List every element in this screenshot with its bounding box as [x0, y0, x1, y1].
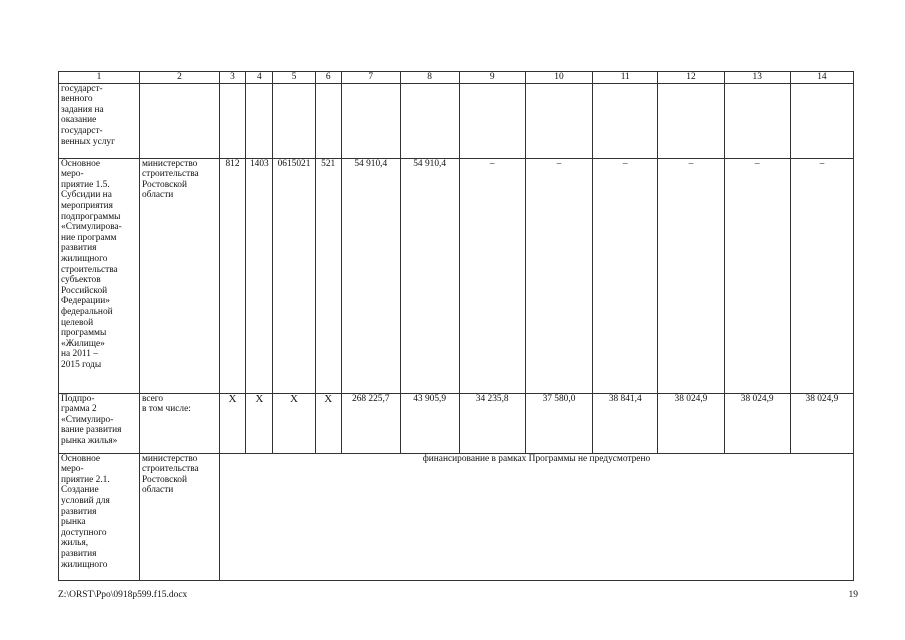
empty-cell [219, 83, 245, 158]
year-value-cell: 34 235,8 [459, 393, 525, 453]
executor-cell: всего в том числе: [139, 393, 219, 453]
csr-code-cell: X [273, 393, 315, 453]
total-cell: 54 910,4 [341, 158, 400, 393]
rzpr-code-cell: 1403 [246, 158, 273, 393]
program-name-cell: Основное меро- приятие 2.1. Создание условий для развития рынка доступного жилья, развития жилищного [59, 453, 140, 580]
year-value-cell: 54 910,4 [400, 158, 459, 393]
table-row [59, 158, 854, 393]
empty-cell [593, 83, 658, 158]
empty-cell [246, 83, 273, 158]
year-value-cell: 38 841,4 [593, 393, 658, 453]
vr-code-cell: 521 [315, 158, 341, 393]
program-name-cell: Подпро- грамма 2 «Стимулиро- вание развития рынка жилья» [59, 393, 140, 453]
year-value-cell: 38 024,9 [724, 393, 790, 453]
table-row [59, 83, 854, 158]
empty-cell [341, 83, 400, 158]
grbs-code-cell: 812 [219, 158, 245, 393]
year-value-cell: 38 024,9 [658, 393, 724, 453]
executor-cell: министерство строительства Ростовской области [139, 158, 219, 393]
column-header: 6 [315, 72, 341, 84]
year-value-cell: – [658, 158, 724, 393]
executor-cell: министерство строительства Ростовской области [139, 453, 219, 580]
csr-code-cell: 0615021 [273, 158, 315, 393]
budget-table [58, 71, 854, 581]
column-header: 14 [790, 72, 853, 84]
empty-cell [273, 83, 315, 158]
column-number-header-row [59, 72, 854, 84]
empty-cell [724, 83, 790, 158]
column-header: 13 [724, 72, 790, 84]
footer-file-path: Z:\ORST\Ppo\0918p599.f15.docx [58, 590, 188, 600]
vr-code-cell: X [315, 393, 341, 453]
empty-cell [315, 83, 341, 158]
empty-cell [790, 83, 853, 158]
year-value-cell: – [525, 158, 592, 393]
total-cell: 268 225,7 [341, 393, 400, 453]
program-name-cell: Основное меро- приятие 1.5. Субсидии на мероприятия подпрограммы «Стимулирова- ние программ развития жилищного строительства субъектов Российской Федерации» федеральной целевой программы «Жилище» на 2011 – 2015 годы [59, 158, 140, 393]
column-header: 3 [219, 72, 245, 84]
column-header: 7 [341, 72, 400, 84]
year-value-cell: – [790, 158, 853, 393]
empty-cell [525, 83, 592, 158]
empty-cell [459, 83, 525, 158]
year-value-cell: 37 580,0 [525, 393, 592, 453]
year-value-cell: – [593, 158, 658, 393]
grbs-code-cell: X [219, 393, 245, 453]
year-value-cell: 38 024,9 [790, 393, 853, 453]
empty-cell [400, 83, 459, 158]
rzpr-code-cell: X [246, 393, 273, 453]
column-header: 5 [273, 72, 315, 84]
column-header: 9 [459, 72, 525, 84]
year-value-cell: – [724, 158, 790, 393]
year-value-cell: – [459, 158, 525, 393]
column-header: 11 [593, 72, 658, 84]
column-header: 1 [59, 72, 140, 84]
column-header: 8 [400, 72, 459, 84]
year-value-cell: 43 905,9 [400, 393, 459, 453]
page-number: 19 [848, 590, 858, 600]
column-header: 10 [525, 72, 592, 84]
table-row [59, 393, 854, 453]
column-header: 2 [139, 72, 219, 84]
column-header: 12 [658, 72, 724, 84]
empty-cell [139, 83, 219, 158]
table-row [59, 453, 854, 580]
column-header: 4 [246, 72, 273, 84]
financing-note-cell: финансирование в рамках Программы не предусмотрено [219, 453, 853, 580]
program-name-cell: государст- венного задания на оказание государст- венных услуг [59, 83, 140, 158]
empty-cell [658, 83, 724, 158]
